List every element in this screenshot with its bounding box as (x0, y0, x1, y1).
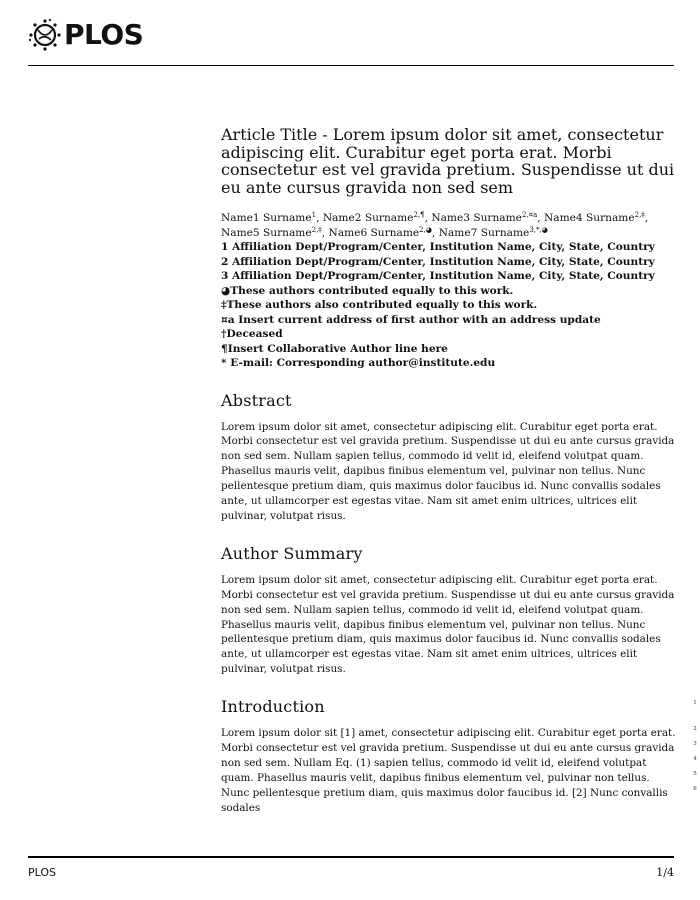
author-sup: 3,*,◕ (529, 225, 548, 234)
author-note: ¤a Insert current address of first author with an address update (221, 313, 601, 326)
introduction-text: Lorem ipsum dolor sit [1] amet, consectetur adipiscing elit. Curabitur eget porta erat. Morbi consectetur est vel gravida pretium. Suspendisse ut dui eu ante cursus gravida non sed sem. Nullam Eq. (1) sapien tellus, commodo id velit id, eleifend volutpat quam. Phasellus mauris velit, dapibus finibus elementum vel, pulvinar non tellus. Nunc pellentesque pretium diam, quis maximus dolor faucibus id. [2] Nunc convallis sodales (221, 727, 676, 814)
author-summary-heading: Author Summary (221, 543, 363, 563)
article-title: Article Title - Lorem ipsum dolor sit amet, consectetur adipiscing elit. Curabitur eget porta erat. Morbi consectetur est vel gravida pretium. Suspendisse ut dui eu ante cursus gravida non sed sem (221, 125, 675, 197)
author-name: Name1 Surname (221, 212, 312, 224)
author-sup: 2,¤a (521, 211, 538, 219)
affiliations-and-notes (221, 240, 676, 371)
author-name: Name5 Surname (221, 226, 312, 239)
author-sup: 2,¶ (413, 211, 425, 219)
author-summary-text: Lorem ipsum dolor sit amet, consectetur adipiscing elit. Curabitur eget porta erat. Morbi consectetur est vel gravida pretium. Suspendisse ut dui eu ante cursus gravida non sed sem. Nullam sapien tellus, commodo id velit id, eleifend volutpat quam. Phasellus mauris velit, dapibus finibus elementum vel, pulvinar non tellus. Nunc pellentesque pretium diam, quis maximus dolor faucibus id. Nunc convallis sodales ante, ut ullamcorper est egestas vitae. Nam sit amet enim ultrices, ultrices elit pulvinar, volutpat risus. (221, 573, 675, 676)
line-number: 4 (693, 756, 697, 762)
author-sup: 2,‡ (311, 225, 322, 234)
abstract-heading: Abstract (221, 390, 292, 410)
affiliation: 1 Affiliation Dept/Program/Center, Institution Name, City, State, Country (221, 241, 655, 253)
author-sup: 1 (311, 211, 317, 219)
footer-journal: PLOS (28, 866, 57, 879)
author-note: ¶Insert Collaborative Author line here (221, 342, 448, 355)
author-list: Name1 Surname$^1$, Name2 Surname$^{2,\P}$, Name3 Surname$^{2,¤a}$, Name4 Surname$^{2,\ddagger}$, Name5 Surname$^{2,\ddagger}$, Name6 Surname$^{2,◕}$, Name7 Surname$^{3,*,◕}$ (221, 211, 649, 239)
author-note: †Deceased (221, 328, 283, 340)
footer-rule (28, 856, 674, 858)
header-rule (28, 65, 674, 66)
line-number: 2 (693, 726, 697, 732)
author-note: ◕These authors contributed equally to this work. (221, 284, 514, 297)
author-name: Name7 Surname (438, 226, 530, 239)
plos-logo (28, 18, 143, 52)
author-sup: 2,‡ (634, 211, 645, 219)
affiliation: 2 Affiliation Dept/Program/Center, Institution Name, City, State, Country (221, 255, 655, 268)
line-number: 3 (693, 741, 697, 747)
author-name: Name2 Surname (322, 212, 414, 224)
author-sup: 2,◕ (419, 225, 432, 234)
article-body (221, 126, 676, 816)
author-name: Name4 Surname (544, 212, 635, 224)
author-name: Name3 Surname (431, 212, 522, 224)
corresponding-email: * E-mail: Corresponding author@institute.edu (221, 357, 496, 369)
logo-wordmark: PLOS (64, 18, 144, 51)
line-number: 1 (693, 700, 697, 706)
author-note: ‡These authors also contributed equally to this work. (221, 299, 538, 311)
abstract-text: Lorem ipsum dolor sit amet, consectetur adipiscing elit. Curabitur eget porta erat. Morbi consectetur est vel gravida pretium. Suspendisse ut dui eu ante cursus gravida non sed sem. Nullam sapien tellus, commodo id velit id, eleifend volutpat quam. Phasellus mauris velit, dapibus finibus elementum vel, pulvinar non tellus. Nunc pellentesque pretium diam, quis maximus dolor faucibus id. Nunc convallis sodales ante, ut ullamcorper est egestas vitae. Nam sit amet enim ultrices, ultrices elit pulvinar, volutpat risus. (221, 420, 675, 522)
plos-globe-icon (28, 18, 62, 52)
line-number: 5 (693, 771, 697, 777)
page-number: 1/4 (656, 866, 674, 879)
author-name: Name6 Surname (328, 226, 420, 239)
affiliation: 3 Affiliation Dept/Program/Center, Institution Name, City, State, Country (221, 270, 655, 282)
introduction-heading: Introduction (221, 697, 325, 717)
line-number: 6 (693, 786, 697, 792)
